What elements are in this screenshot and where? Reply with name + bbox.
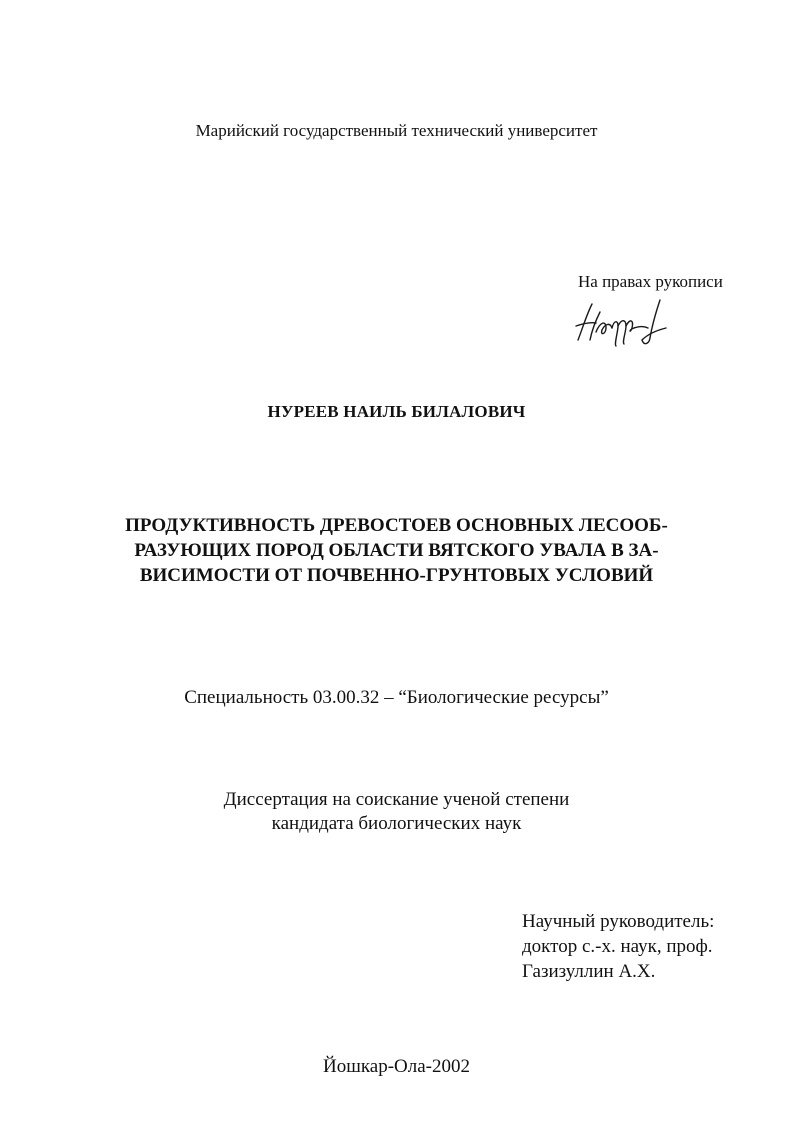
- city-year: Йошкар-Ола-2002: [322, 1056, 471, 1077]
- title-line: РАЗУЮЩИХ ПОРОД ОБЛАСТИ ВЯТСКОГО УВАЛА В ЗА-: [134, 540, 659, 561]
- advisor-name: Газизуллин А.Х.: [522, 961, 656, 982]
- advisor-label: Научный руководитель:: [522, 911, 715, 932]
- title-line: ВИСИМОСТИ ОТ ПОЧВЕННО-ГРУНТОВЫХ УСЛОВИЙ: [139, 565, 654, 586]
- rights-notice: На правах рукописи: [578, 272, 723, 291]
- scientific-advisor: [522, 909, 714, 984]
- dissertation-title: [0, 513, 793, 588]
- advisor-degree: доктор с.-х. наук, проф.: [522, 936, 713, 957]
- degree-line: Диссертация на соискание ученой степени: [223, 789, 570, 810]
- specialty: Специальность 03.00.32 – “Биологические ресурсы”: [184, 687, 609, 708]
- degree-line: кандидата биологических наук: [271, 813, 522, 834]
- university-name: Марийский государственный технический университет: [195, 121, 598, 140]
- handwritten-signature: [572, 296, 672, 348]
- degree-statement: [0, 788, 793, 836]
- author-name: НУРЕЕВ НАИЛЬ БИЛАЛОВИЧ: [267, 402, 526, 421]
- title-line: ПРОДУКТИВНОСТЬ ДРЕВОСТОЕВ ОСНОВНЫХ ЛЕСООБ-: [125, 515, 668, 536]
